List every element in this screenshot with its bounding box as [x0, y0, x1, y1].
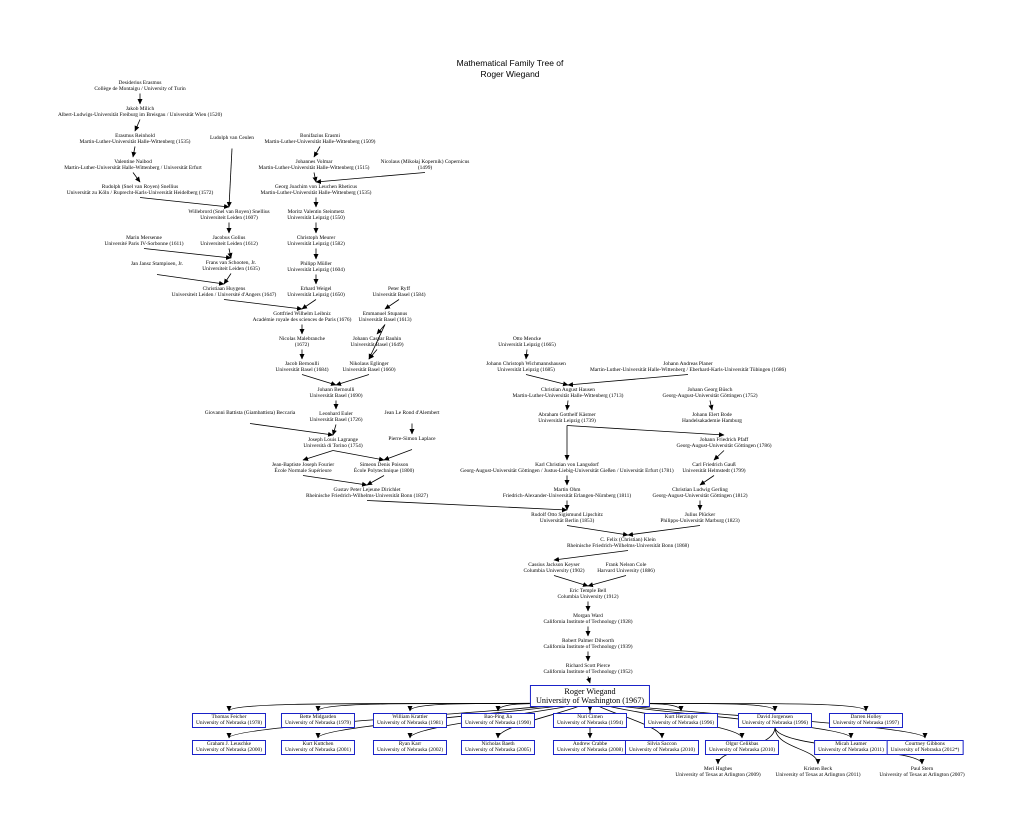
person-name: Moritz Valentin Steinmetz [287, 208, 345, 215]
person-name: Carl Friedrich Gauß [692, 461, 736, 468]
person-name: Bette Midgarden [299, 713, 337, 720]
person-degree: (1672) [294, 342, 310, 349]
person-name: Valentine Naibod [114, 158, 152, 165]
person-name: Graham J. Leuschke [206, 740, 252, 747]
person-name: Morgan Ward [573, 612, 603, 619]
person-degree: Harvard University (1886) [597, 568, 655, 575]
person-node-reinhold [80, 133, 191, 146]
edge-mencke-wichmannshausen [526, 350, 527, 360]
person-degree: Universität Helmstedt (1799) [682, 468, 746, 475]
person-degree: Martin-Luther-Universität Halle-Wittenberg / Eberhard-Karls-Universität Tübingen (1686) [589, 367, 787, 374]
person-degree: University of Nebraska (1996) [741, 720, 809, 727]
edge-rudolph_snel-willebrord [140, 198, 229, 208]
person-node-mencke [498, 336, 555, 349]
person-name: Jacob Bernoulli [285, 360, 319, 367]
person-node-leamer [814, 740, 888, 755]
person-node-jorgensen [738, 713, 812, 728]
person-degree: Martin-Luther-Universität Halle-Wittenberg (1713) [512, 393, 624, 400]
person-node-busch [662, 387, 757, 400]
person-name: Olgur Celikbas [725, 740, 759, 747]
person-name: Jan Jansz Stampioen, Jr. [130, 260, 184, 267]
person-name: Pierre-Simon Laplace [388, 435, 436, 442]
edge-plucker-klein [628, 526, 700, 536]
person-node-malebranche [279, 336, 325, 349]
person-degree: Universität Leipzig (1739) [538, 418, 596, 425]
person-name: Nicolaus (Mikołaj Kopernik) Copernicus [380, 158, 470, 165]
person-name: Richard Scott Pierce [565, 662, 611, 669]
person-node-gibbons [887, 740, 964, 755]
person-degree: University of Texas at Arlington (2011) [775, 772, 861, 779]
person-name: Simeon Denis Poisson [359, 461, 409, 468]
person-node-plucker [660, 512, 739, 525]
edge-wichmannshausen-hausen [526, 375, 568, 386]
person-node-keyser [523, 562, 584, 575]
person-degree: Università di Torino (1754) [303, 443, 363, 450]
person-degree: University of Nebraska (2012*) [890, 747, 960, 754]
person-name: Thomas Feicher [211, 713, 247, 720]
person-degree: Universität Basel (1690) [309, 393, 363, 400]
edge-laplace-poisson [384, 450, 412, 461]
person-name: Kristen Beck [803, 765, 833, 772]
person-name: Nikolaus Eglinger [349, 360, 389, 367]
person-node-herzinger [644, 713, 718, 728]
person-node-gerling [652, 487, 747, 500]
person-node-cole [597, 562, 654, 575]
person-name: Johannes Volmar [295, 158, 333, 165]
person-node-lagrange [303, 437, 362, 450]
person-degree: Columbia University (1912) [557, 594, 619, 601]
title-line-2: Roger Wiegand [480, 68, 540, 79]
person-degree: Universiteit Leiden (1612) [200, 241, 258, 248]
person-name: Christiaan Huygens [202, 285, 246, 292]
person-degree: Georg-August-Universität Göttingen (1786) [676, 443, 772, 450]
person-name: Nuri Cimen [577, 713, 603, 720]
person-name: Johann Caspar Bauhin [352, 335, 402, 342]
person-node-mercator [104, 235, 183, 248]
person-node-baeth [461, 740, 535, 755]
person-node-steinmetz [287, 209, 344, 222]
person-degree: Philipps-Universität Marburg (1823) [660, 518, 740, 525]
person-name: Johann Elert Bode [692, 411, 732, 418]
person-node-schooten [202, 260, 259, 273]
person-node-bell [557, 588, 618, 601]
person-node-wiegand [530, 685, 650, 707]
edge-klein-keyser [554, 551, 628, 561]
person-node-feicher [192, 713, 266, 728]
person-degree: University of Nebraska (1990) [464, 720, 532, 727]
person-node-ryff [373, 286, 426, 299]
person-degree: École Polytechnique (1800) [353, 468, 415, 475]
person-degree: Universität Leipzig (1550) [287, 215, 345, 222]
person-degree: Universität Basel (1613) [358, 317, 412, 324]
edge-kastner-pfaff [567, 426, 724, 436]
person-node-krattler [373, 713, 447, 728]
person-node-stampioen [131, 261, 183, 268]
person-node-hausen [513, 387, 624, 400]
person-name: Meri Hughes [703, 765, 733, 772]
person-degree: University of Nebraska (2002) [376, 747, 444, 754]
person-node-dirichlet [306, 487, 428, 500]
person-name: Nicolas Malebranche [279, 335, 325, 342]
edge-erasmi-volmar [314, 147, 320, 158]
person-degree: University of Nebraska (1994) [556, 720, 624, 727]
edge-keyser-bell [554, 576, 588, 587]
person-degree: École Normale Supérieure [274, 468, 332, 475]
person-node-ceulen [210, 135, 254, 142]
person-degree: University of Nebraska (2000) [195, 747, 263, 754]
edge-stampioen-huygens [157, 275, 224, 285]
edge-pfaff-gauss [714, 451, 724, 461]
person-name: Frank Nelson Cole [605, 561, 647, 568]
person-node-euler [310, 411, 363, 424]
person-degree: Universität Leipzig (1665) [498, 342, 556, 349]
person-degree: Universität Basel (1684) [275, 367, 329, 374]
person-name: Martin Ohm [553, 486, 581, 493]
person-node-stern [879, 766, 964, 779]
person-node-ward [543, 613, 632, 626]
person-degree: Columbia University (1902) [523, 568, 585, 575]
person-name: Silvia Saccon [647, 740, 677, 747]
person-degree: California Institute of Technology (1928) [543, 619, 633, 626]
edge-ceulen-willebrord [229, 149, 232, 208]
edge-reinhold-naibod [133, 147, 135, 158]
person-node-crabbe [553, 740, 627, 755]
edge-busch-bode [710, 401, 712, 411]
person-name: Rudolph (Snel van Royen) Snellius [101, 183, 179, 190]
person-degree: Martin-Luther-Universität Halle-Wittenberg (1509) [264, 139, 376, 146]
person-node-dalembert [384, 410, 439, 417]
person-node-ohm [503, 487, 631, 500]
edge-ryff-stupanus [385, 300, 399, 310]
person-name: Philipp Müller [300, 260, 332, 267]
person-degree: Universität Leipzig (1604) [287, 267, 345, 274]
person-degree: Universiteit Leiden / Université d'Angers (1647) [171, 292, 277, 299]
person-degree: University of Nebraska (1996) [647, 720, 715, 727]
person-node-bode [682, 412, 742, 425]
person-name: Ludolph van Ceulen [209, 134, 255, 141]
person-degree: Handelsakademie Hamburg [682, 418, 742, 425]
person-name: Marin Mersenne [126, 234, 162, 241]
person-degree: University of Washington (1967) [535, 695, 645, 705]
person-node-huygens [172, 286, 277, 299]
person-node-midgarden [281, 713, 355, 728]
person-node-leuschke [192, 740, 266, 755]
person-name: Otto Mencke [512, 335, 542, 342]
person-node-fourier [272, 462, 334, 475]
person-degree: Georg-August-Universität Göttingen (1752) [662, 393, 758, 400]
person-degree: Martin-Luther-Universität Halle-Wittenberg (1535) [79, 139, 191, 146]
person-degree: University of Nebraska (2010) [628, 747, 696, 754]
person-degree: Universität Basel (1649) [350, 342, 404, 349]
edge-lipschitz-klein [567, 526, 628, 536]
edge-copernicus-rheticus [316, 173, 425, 183]
person-node-cimen [553, 713, 627, 728]
person-degree: Universität Basel (1660) [342, 367, 396, 374]
edge-golius-schooten [229, 249, 231, 259]
person-degree: Georg-August-Universität Göttingen (1812) [652, 493, 748, 500]
person-name: Nicholas Baeth [481, 740, 515, 747]
person-degree: Universität Leipzig (1685) [497, 367, 555, 374]
person-node-pierce [543, 663, 632, 676]
person-node-kuttchen [281, 740, 355, 755]
edge-cole-bell [588, 576, 626, 587]
person-node-weigel [287, 286, 344, 299]
person-degree: University of Nebraska (1997) [832, 720, 900, 727]
person-degree: University of Nebraska (1981) [376, 720, 444, 727]
person-degree: Rheinische Friedrich-Wilhelms-Universität Bonn (1827) [305, 493, 429, 500]
person-node-eglinger [343, 361, 396, 374]
person-node-rudolph-snel [67, 184, 214, 197]
edge-volmar-rheticus [314, 173, 316, 183]
person-name: Jean Le Rond d'Alembert [384, 409, 440, 416]
person-node-dilworth [543, 638, 632, 651]
person-degree: Martin-Luther-Universität Halle-Wittenberg (1515) [258, 165, 370, 172]
edge-hausen-kastner [567, 401, 568, 411]
person-name: Andrew Crabbe [572, 740, 608, 747]
edge-gauss-gerling [700, 476, 714, 486]
person-node-erasmi [265, 133, 376, 146]
person-name: Peter Ryff [388, 285, 410, 292]
person-node-gauss [682, 462, 745, 475]
person-node-langsdorf [460, 462, 673, 475]
person-node-stupanus [359, 311, 412, 324]
person-degree: University of Nebraska (1978) [195, 720, 263, 727]
edge-huygens-leibniz [224, 300, 302, 310]
person-name: Jacobus Golius [212, 234, 246, 241]
person-degree: Universiteit Leiden (1635) [202, 266, 260, 273]
person-degree: Académie royale des sciences de Paris (1676) [252, 317, 352, 324]
person-name: Julius Plücker [684, 511, 716, 518]
person-node-hughes [675, 766, 760, 779]
person-name: Erasmus Reinhold [115, 132, 155, 139]
person-name: Courtney Gibbons [905, 740, 945, 747]
person-node-saccon [625, 740, 699, 755]
person-node-milich [58, 106, 222, 119]
person-degree: California Institute of Technology (1939) [543, 644, 633, 651]
person-name: Jean-Baptiste Joseph Fourier [271, 461, 335, 468]
person-degree: University of Nebraska (1979) [284, 720, 352, 727]
person-name: Emmanuel Stupanus [362, 310, 408, 317]
person-node-erasmus [94, 80, 185, 93]
edge-jorgensen-beck [775, 727, 818, 764]
edge-weigel-leibniz [302, 300, 316, 310]
person-degree: University of Nebraska (2011) [818, 747, 884, 754]
person-degree: Universität Basel (1584) [372, 292, 426, 299]
person-node-muller [287, 261, 344, 274]
person-node-meurer [287, 235, 344, 248]
person-name: Cassius Jackson Keyser [528, 561, 580, 568]
person-degree: Collège de Montaigu / University of Turin [94, 86, 186, 93]
edge-fourier-dirichlet [303, 476, 367, 486]
edge-schooten-huygens [224, 274, 231, 285]
edge-dirichlet-lipschitz [367, 501, 567, 511]
person-node-willebrord [188, 209, 269, 222]
person-name: Johann Andreas Planer [663, 360, 713, 367]
person-degree: University of Nebraska (2005) [464, 747, 532, 754]
person-name: Christoph Meurer [296, 234, 336, 241]
person-name: Johann Friedrich Pfaff [699, 436, 749, 443]
person-name: Rudolf Otto Sigismund Lipschitz [531, 511, 603, 518]
person-degree: Universität Berlin (1853) [539, 518, 595, 525]
edge-milich-reinhold [135, 120, 140, 132]
person-name: Frans van Schooten, Jr. [205, 259, 257, 266]
edge-lagrange-poisson [333, 451, 384, 461]
person-node-pfautz [590, 361, 786, 374]
person-degree: (1499) [417, 165, 433, 172]
person-name: Willebrord (Snel van Royen) Snellius [188, 208, 270, 215]
person-node-wichmannshausen [486, 361, 566, 374]
edge-poisson-dirichlet [367, 476, 384, 486]
edge-eglinger-johann_bernoulli [336, 375, 369, 386]
person-name: Paul Stern [910, 765, 934, 772]
person-node-beccaria [205, 410, 296, 417]
edge-pierce-wiegand [588, 677, 590, 684]
person-node-karr [373, 740, 447, 755]
person-node-jia [461, 713, 535, 728]
edge-beccaria-lagrange [250, 424, 333, 436]
person-node-copernicus [381, 159, 470, 172]
person-node-lipschitz [531, 512, 603, 525]
person-name: Christian August Hausen [541, 386, 595, 393]
person-degree: Universiteit Leiden (1607) [200, 215, 258, 222]
person-name: Bao-Ping Jia [484, 713, 512, 720]
person-node-rheticus [261, 184, 372, 197]
person-name: Jakob Milich [125, 105, 155, 112]
person-node-jacob-bernoulli [276, 361, 329, 374]
person-node-naibod [64, 159, 202, 172]
person-name: Gustav Peter Lejeune Dirichlet [333, 486, 401, 493]
person-degree: Friedrich-Alexander-Universität Erlangen-Nürnberg (1811) [502, 493, 632, 500]
person-name: William Krattler [392, 713, 428, 720]
person-name: Gottfried Wilhelm Leibniz [273, 310, 331, 317]
person-node-laplace [388, 436, 435, 443]
person-degree: Rheinische Friedrich-Wilhelms-Universität Bonn (1868) [566, 543, 690, 550]
person-degree: Universität Basel (1726) [309, 417, 363, 424]
person-degree: University of Nebraska (2008) [556, 747, 624, 754]
person-name: Joseph Louis Lagrange [307, 436, 359, 443]
person-name: Kurt Kuttchen [302, 740, 334, 747]
edge-lagrange-fourier [303, 451, 333, 461]
person-node-leibniz [253, 311, 352, 324]
person-node-golius [200, 235, 257, 248]
person-node-pfaff [676, 437, 771, 450]
person-node-klein [567, 537, 689, 550]
person-degree: University of Nebraska (2010) [708, 747, 776, 754]
person-node-celikbas [705, 740, 779, 755]
person-name: Eric Temple Bell [569, 587, 607, 594]
person-name: David Jorgensen [757, 713, 793, 720]
person-degree: Universität zu Köln / Ruprecht-Karls-Universität Heidelberg (1572) [66, 190, 214, 197]
person-name: Ryan Karr [398, 740, 422, 747]
person-degree: Martin-Luther-Universität Halle-Wittenberg / Universität Erfurt [64, 165, 202, 172]
person-name: Bonifazius Erasmi [300, 132, 340, 139]
person-name: Johann Bernoulli [317, 386, 355, 393]
person-name: Kurt Herzinger [664, 713, 698, 720]
person-degree: Université Paris IV-Sorbonne (1611) [104, 241, 184, 248]
person-name: Robert Palmer Dilworth [561, 637, 615, 644]
person-degree: Universität Leipzig (1582) [287, 241, 345, 248]
person-degree: Martin-Luther-Universität Halle-Wittenberg (1535) [260, 190, 372, 197]
person-name: Micah Leamer [835, 740, 867, 747]
edge-euler-lagrange [333, 425, 336, 436]
person-name: Desiderius Erasmus [118, 79, 162, 86]
person-name: Darren Holley [850, 713, 882, 720]
person-name: Erhard Weigel [300, 285, 332, 292]
person-degree: Georg-August-Universität Göttingen / Justus-Liebig-Universität Gießen / Universität Erfurt (1781) [460, 468, 674, 475]
person-degree: University of Texas at Arlington (2007) [879, 772, 965, 779]
person-name: Giovanni Battista (Giambattista) Beccaria [204, 409, 296, 416]
person-degree: Albert-Ludwigs-Universität Freiburg im Breisgau / Universität Wien (1520) [57, 112, 223, 119]
person-name: Leonhard Euler [319, 410, 353, 417]
person-degree: California Institute of Technology (1952) [543, 669, 633, 676]
person-node-kastner [538, 412, 595, 425]
person-name: Karl Christian von Langsdorf [535, 461, 599, 468]
edge-pfautz-hausen [568, 375, 688, 386]
person-name: Roger Wiegand [564, 686, 616, 696]
person-degree: Universität Leipzig (1650) [287, 292, 345, 299]
person-name: Christian Ludwig Gerling [672, 486, 728, 493]
person-node-volmar [259, 159, 370, 172]
person-name: Johann Christoph Wichmannshausen [486, 360, 566, 367]
person-node-holley [829, 713, 903, 728]
title-line-1: Mathematical Family Tree of [456, 58, 564, 68]
person-node-bauhin [351, 336, 404, 349]
person-node-poisson [354, 462, 414, 475]
person-degree: University of Texas at Arlington (2009) [675, 772, 761, 779]
person-node-johann-bernoulli [310, 387, 363, 400]
person-name: Abraham Gotthelf Kästner [538, 411, 596, 418]
edge-naibod-rudolph_snel [133, 173, 140, 183]
person-name: Georg Joachim von Leuchen Rheticus [274, 183, 358, 190]
person-degree: University of Nebraska (2001) [284, 747, 352, 754]
edge-jacob_bernoulli-johann_bernoulli [302, 375, 336, 386]
person-node-beck [775, 766, 860, 779]
edge-mercator-schooten [144, 249, 231, 259]
person-name: C. Felix (Christian) Klein [600, 536, 656, 543]
person-name: Johann Georg Büsch [687, 386, 733, 393]
